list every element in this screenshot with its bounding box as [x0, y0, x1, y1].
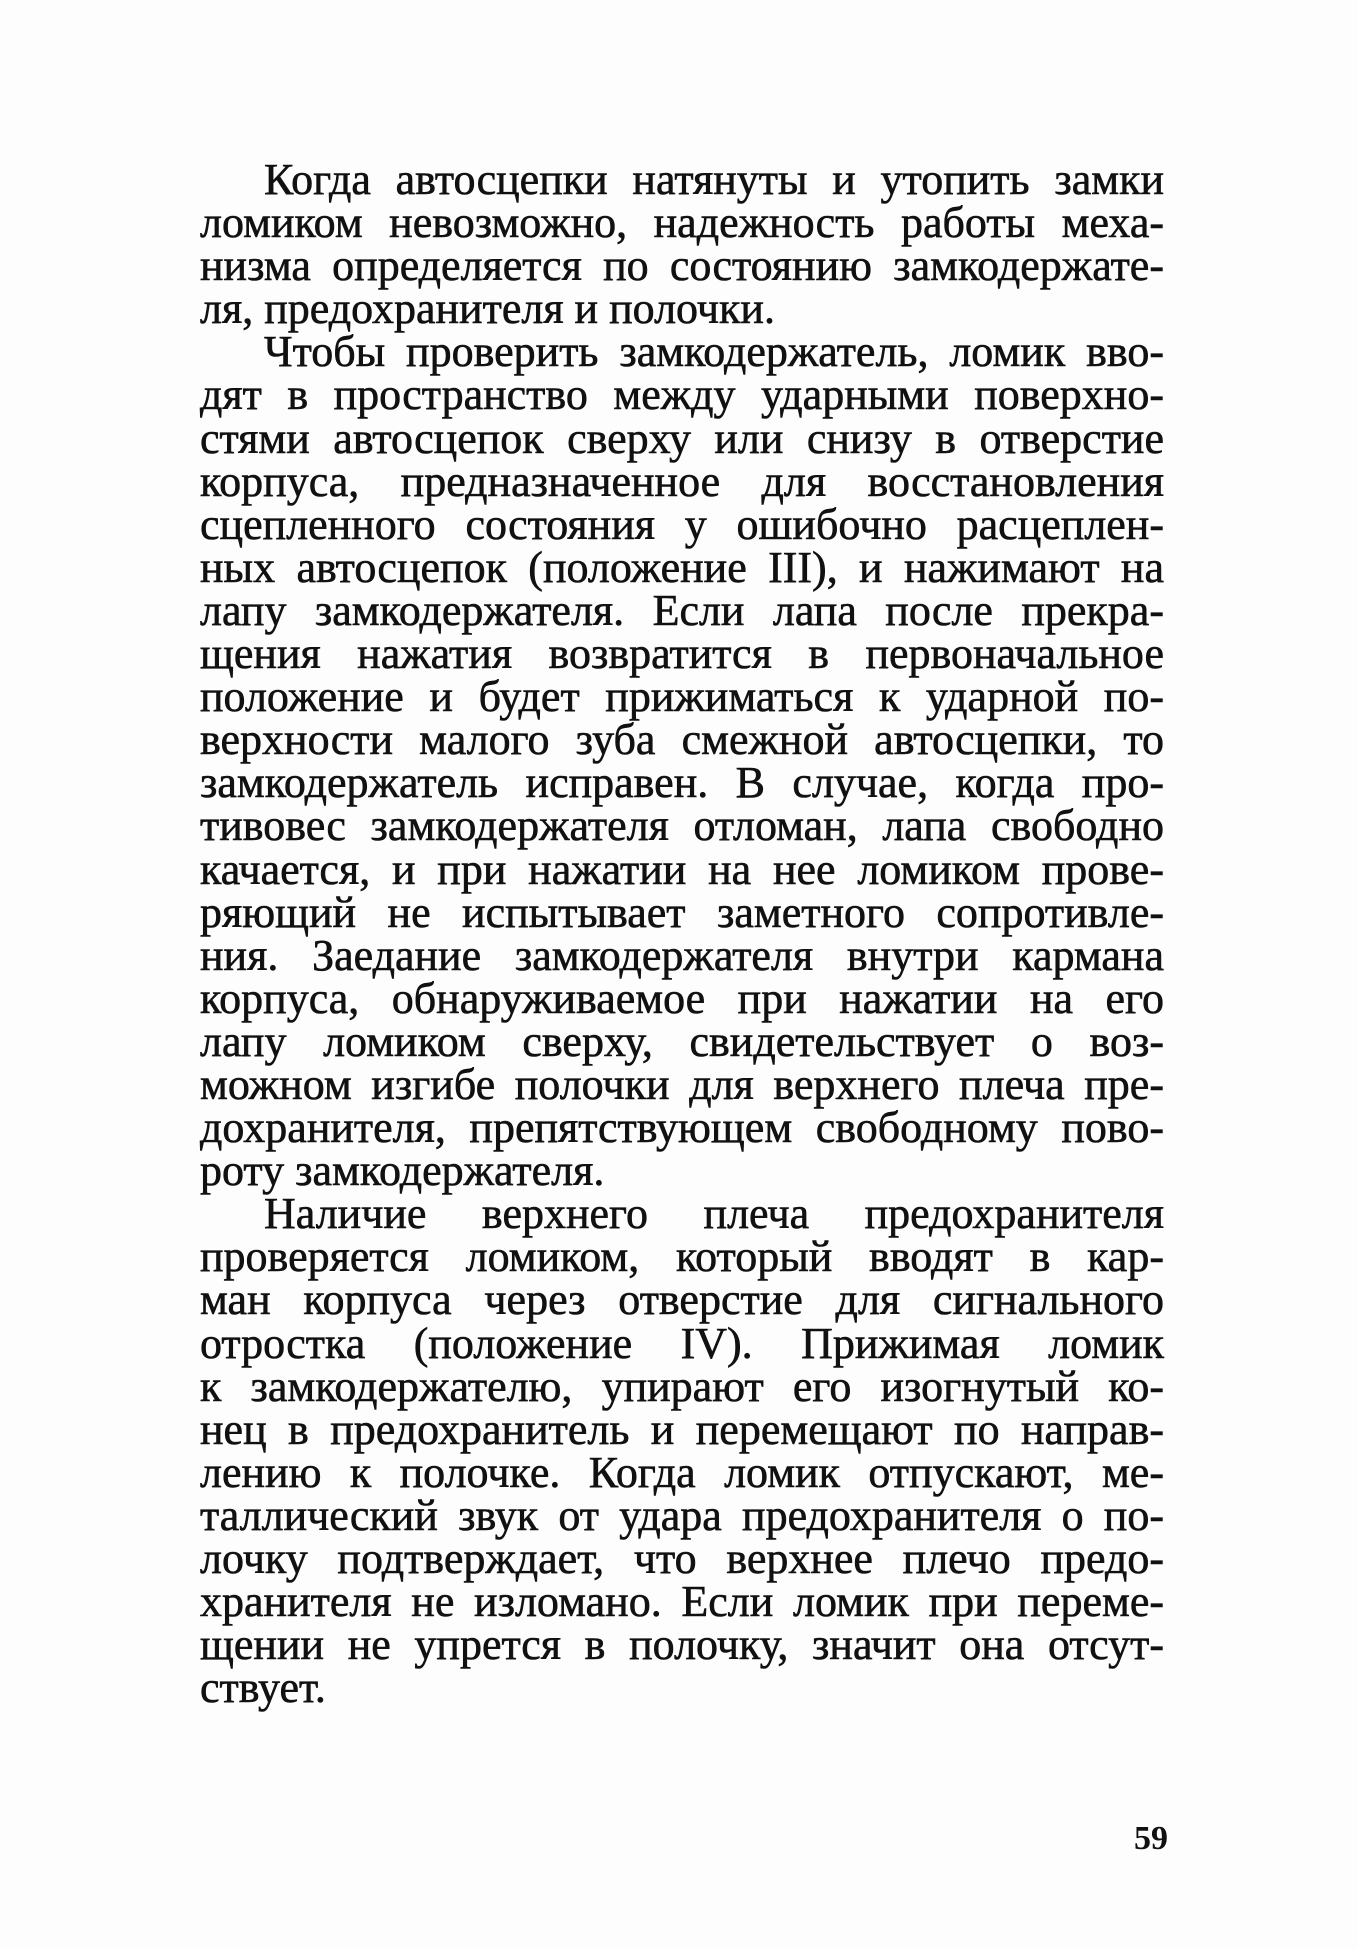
text-line: ных автосцепок (положение III), и нажимают на: [200, 542, 1164, 592]
text-line: ломиком невозможно, надежность работы меха-: [200, 198, 1164, 248]
text-line: корпуса, обнаруживаемое при нажатии на его: [200, 973, 1164, 1023]
text-line: ман корпуса через отверстие для сигнального: [200, 1275, 1164, 1325]
text-line: корпуса, предназначенное для восстановления: [200, 456, 1164, 506]
text-line: ряющий не испытывает заметного сопротивле-: [200, 887, 1164, 937]
text-line: проверяется ломиком, который вводят в кар-: [200, 1232, 1164, 1282]
text-line: таллический звук от удара предохранителя о по-: [200, 1490, 1164, 1540]
text-line: низма определяется по состоянию замкодержате-: [200, 241, 1164, 291]
text-line: лапу ломиком сверху, свидетельствует о воз-: [200, 1016, 1164, 1066]
text-line: стями автосцепок сверху или снизу в отверстие: [200, 413, 1164, 463]
text-line: качается, и при нажатии на нее ломиком прове-: [200, 844, 1164, 894]
text-line: ствует.: [200, 1663, 326, 1713]
paragraph-1: [200, 155, 1164, 334]
text-line: лапу замкодержателя. Если лапа после прекра-: [200, 585, 1164, 635]
text-line: верхности малого зуба смежной автосцепки, то: [200, 715, 1164, 765]
text-line: щения нажатия возвратится в первоначальное: [200, 629, 1164, 679]
paragraph-3: [200, 1189, 1164, 1713]
text-line: щении не упрется в полочку, значит она отсут-: [200, 1620, 1164, 1670]
text-line: тивовес замкодержателя отломан, лапа свободно: [200, 801, 1164, 851]
text-line: дят в пространство между ударными поверхно-: [200, 370, 1164, 420]
text-line: ля, предохранителя и полочки.: [200, 284, 775, 334]
text-line: лочку подтверждает, что верхнее плечо предо-: [200, 1534, 1164, 1583]
paragraph-2: [200, 327, 1164, 1196]
text-line: хранителя не изломано. Если ломик при переме-: [200, 1577, 1164, 1627]
text-line: Наличие верхнего плеча предохранителя: [264, 1189, 1164, 1239]
body-text: [200, 155, 1164, 1713]
page-number: 59: [1134, 1820, 1168, 1857]
text-line: роту замкодержателя.: [200, 1146, 605, 1196]
text-line: сцепленного состояния у ошибочно расцеплен-: [200, 499, 1164, 549]
text-line: положение и будет прижиматься к ударной по-: [200, 672, 1164, 722]
text-line: Чтобы проверить замкодержатель, ломик вво-: [264, 327, 1164, 377]
text-line: Когда автосцепки натянуты и утопить замки: [264, 155, 1164, 204]
text-line: дохранителя, препятствующем свободному пово-: [200, 1103, 1164, 1153]
text-line: нец в предохранитель и перемещают по направ-: [200, 1404, 1164, 1454]
text-line: отростка (положение IV). Прижимая ломик: [200, 1318, 1164, 1368]
text-line: можном изгибе полочки для верхнего плеча пре-: [200, 1059, 1164, 1109]
text-line: замкодержатель исправен. В случае, когда про-: [200, 758, 1164, 808]
text-line: к замкодержателю, упирают его изогнутый ко-: [200, 1361, 1164, 1411]
text-line: ния. Заедание замкодержателя внутри кармана: [200, 930, 1164, 980]
text-line: лению к полочке. Когда ломик отпускают, ме-: [200, 1447, 1164, 1497]
